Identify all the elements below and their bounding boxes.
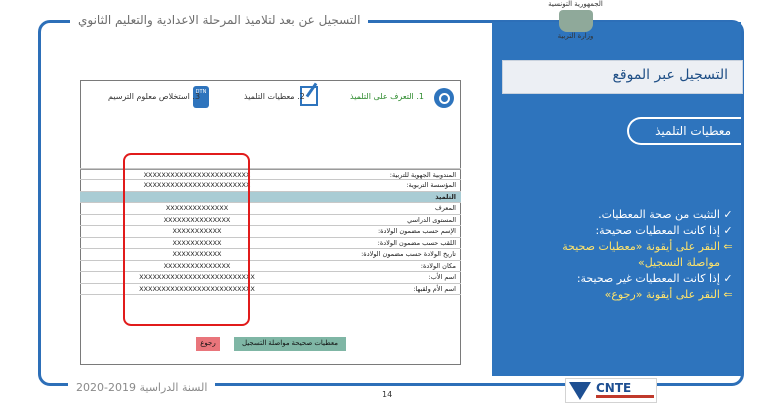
check-icon: ✓ [723, 224, 733, 237]
ministry-logo [538, 0, 613, 50]
field-value: XXXXXXXXXXXXXXXXXXXXXXXXXX [139, 273, 255, 281]
instruction-line [500, 287, 736, 303]
check-icon: ✓ [723, 208, 733, 221]
field-value: XXXXXXXXXXXXXX [165, 204, 229, 212]
country-name: الجمهورية التونسية [548, 0, 603, 8]
field-label: مكان الولادة: [420, 261, 456, 270]
arrow-icon: ⇐ [723, 288, 733, 301]
field-label: تاريخ الولادة حسب مضمون الولادة: [361, 250, 456, 258]
field-value: XXXXXXXXXXX [172, 227, 222, 235]
cnte-underline [596, 395, 654, 398]
step-fee-payment[interactable]: 3. استخلاص معلوم الترسيم [108, 92, 201, 101]
field-value: XXXXXXXXXXXXXXX [163, 215, 231, 224]
instructions-list [500, 207, 736, 303]
field-value: XXXXXXXXXXXXXXXXXXXXXXXXXX [139, 284, 255, 293]
student-data-tab [627, 117, 741, 145]
field-label: اسم الأب: [428, 273, 456, 281]
instruction-line [500, 255, 736, 271]
page-number: 14 [382, 390, 393, 399]
instruction-line [500, 239, 736, 255]
values-highlight-box [123, 153, 250, 326]
step-student-data[interactable]: 2. معطيات التلميذ [244, 92, 305, 101]
instruction-line [500, 207, 736, 223]
field-value: XXXXXXXXXXXXXXXXXXXXXXXX [143, 170, 251, 179]
field-label: المعرف [434, 204, 456, 212]
instruction-line [500, 271, 736, 287]
field-value: XXXXXXXXXXXXXXXXXXXXXXXX [143, 181, 251, 189]
field-value: XXXXXXXXXXXXXXX [163, 261, 231, 270]
search-icon [434, 88, 454, 108]
instruction-line [500, 223, 736, 239]
slide-title: التسجيل عن بعد لتلاميذ المرحلة الاعدادية والتعليم الثانوي [70, 13, 368, 27]
instruction-text: النقر على أيقونة «رجوع» [604, 288, 720, 301]
step-identify-student[interactable]: 1. التعرف على التلميذ [350, 92, 424, 101]
cnte-badge-icon [569, 382, 591, 400]
field-label: المستوى الدراسي [407, 215, 456, 224]
online-registration-title: التسجيل عبر الموقع [612, 67, 728, 83]
online-registration-box [502, 60, 743, 94]
field-value: XXXXXXXXXXX [172, 238, 222, 247]
instruction-text: إذا كانت المعطيات صحيحة: [595, 224, 720, 237]
school-year: السنة الدراسية 2019-2020 [68, 381, 215, 394]
instruction-text: مواصلة التسجيل» [637, 256, 720, 269]
check-icon: ✓ [723, 272, 733, 285]
arrow-icon: ⇐ [723, 240, 733, 253]
confirm-continue-button[interactable]: معطيات صحيحة مواصلة التسجيل [234, 337, 346, 351]
field-label: الإسم حسب مضمون الولادة: [377, 227, 456, 235]
back-button[interactable]: رجوع [196, 337, 220, 351]
ministry-name: وزارة التربية [557, 32, 594, 40]
field-label: التلميذ [435, 192, 456, 201]
field-label: اسم الأم ولقبها: [413, 284, 456, 293]
field-value: XXXXXXXXXXX [172, 250, 222, 258]
student-data-tab-label: معطيات التلميذ [655, 124, 731, 138]
instruction-text: النقر على أيقونة «معطيات صحيحة [562, 240, 720, 253]
instruction-text: التثبت من صحة المعطيات. [598, 208, 720, 221]
instruction-text: إذا كانت المعطيات غير صحيحة: [576, 272, 720, 285]
ministry-emblem-icon [559, 10, 593, 32]
field-label: اللقب حسب مضمون الولادة: [377, 238, 456, 247]
field-label: المؤسسة التربوية: [406, 181, 456, 189]
cnte-logo-text: CNTE [596, 381, 632, 395]
cnte-logo [565, 378, 657, 403]
dtn-payment-icon: DTN [193, 86, 209, 108]
field-label: المندوبية الجهوية للتربية: [389, 170, 456, 179]
